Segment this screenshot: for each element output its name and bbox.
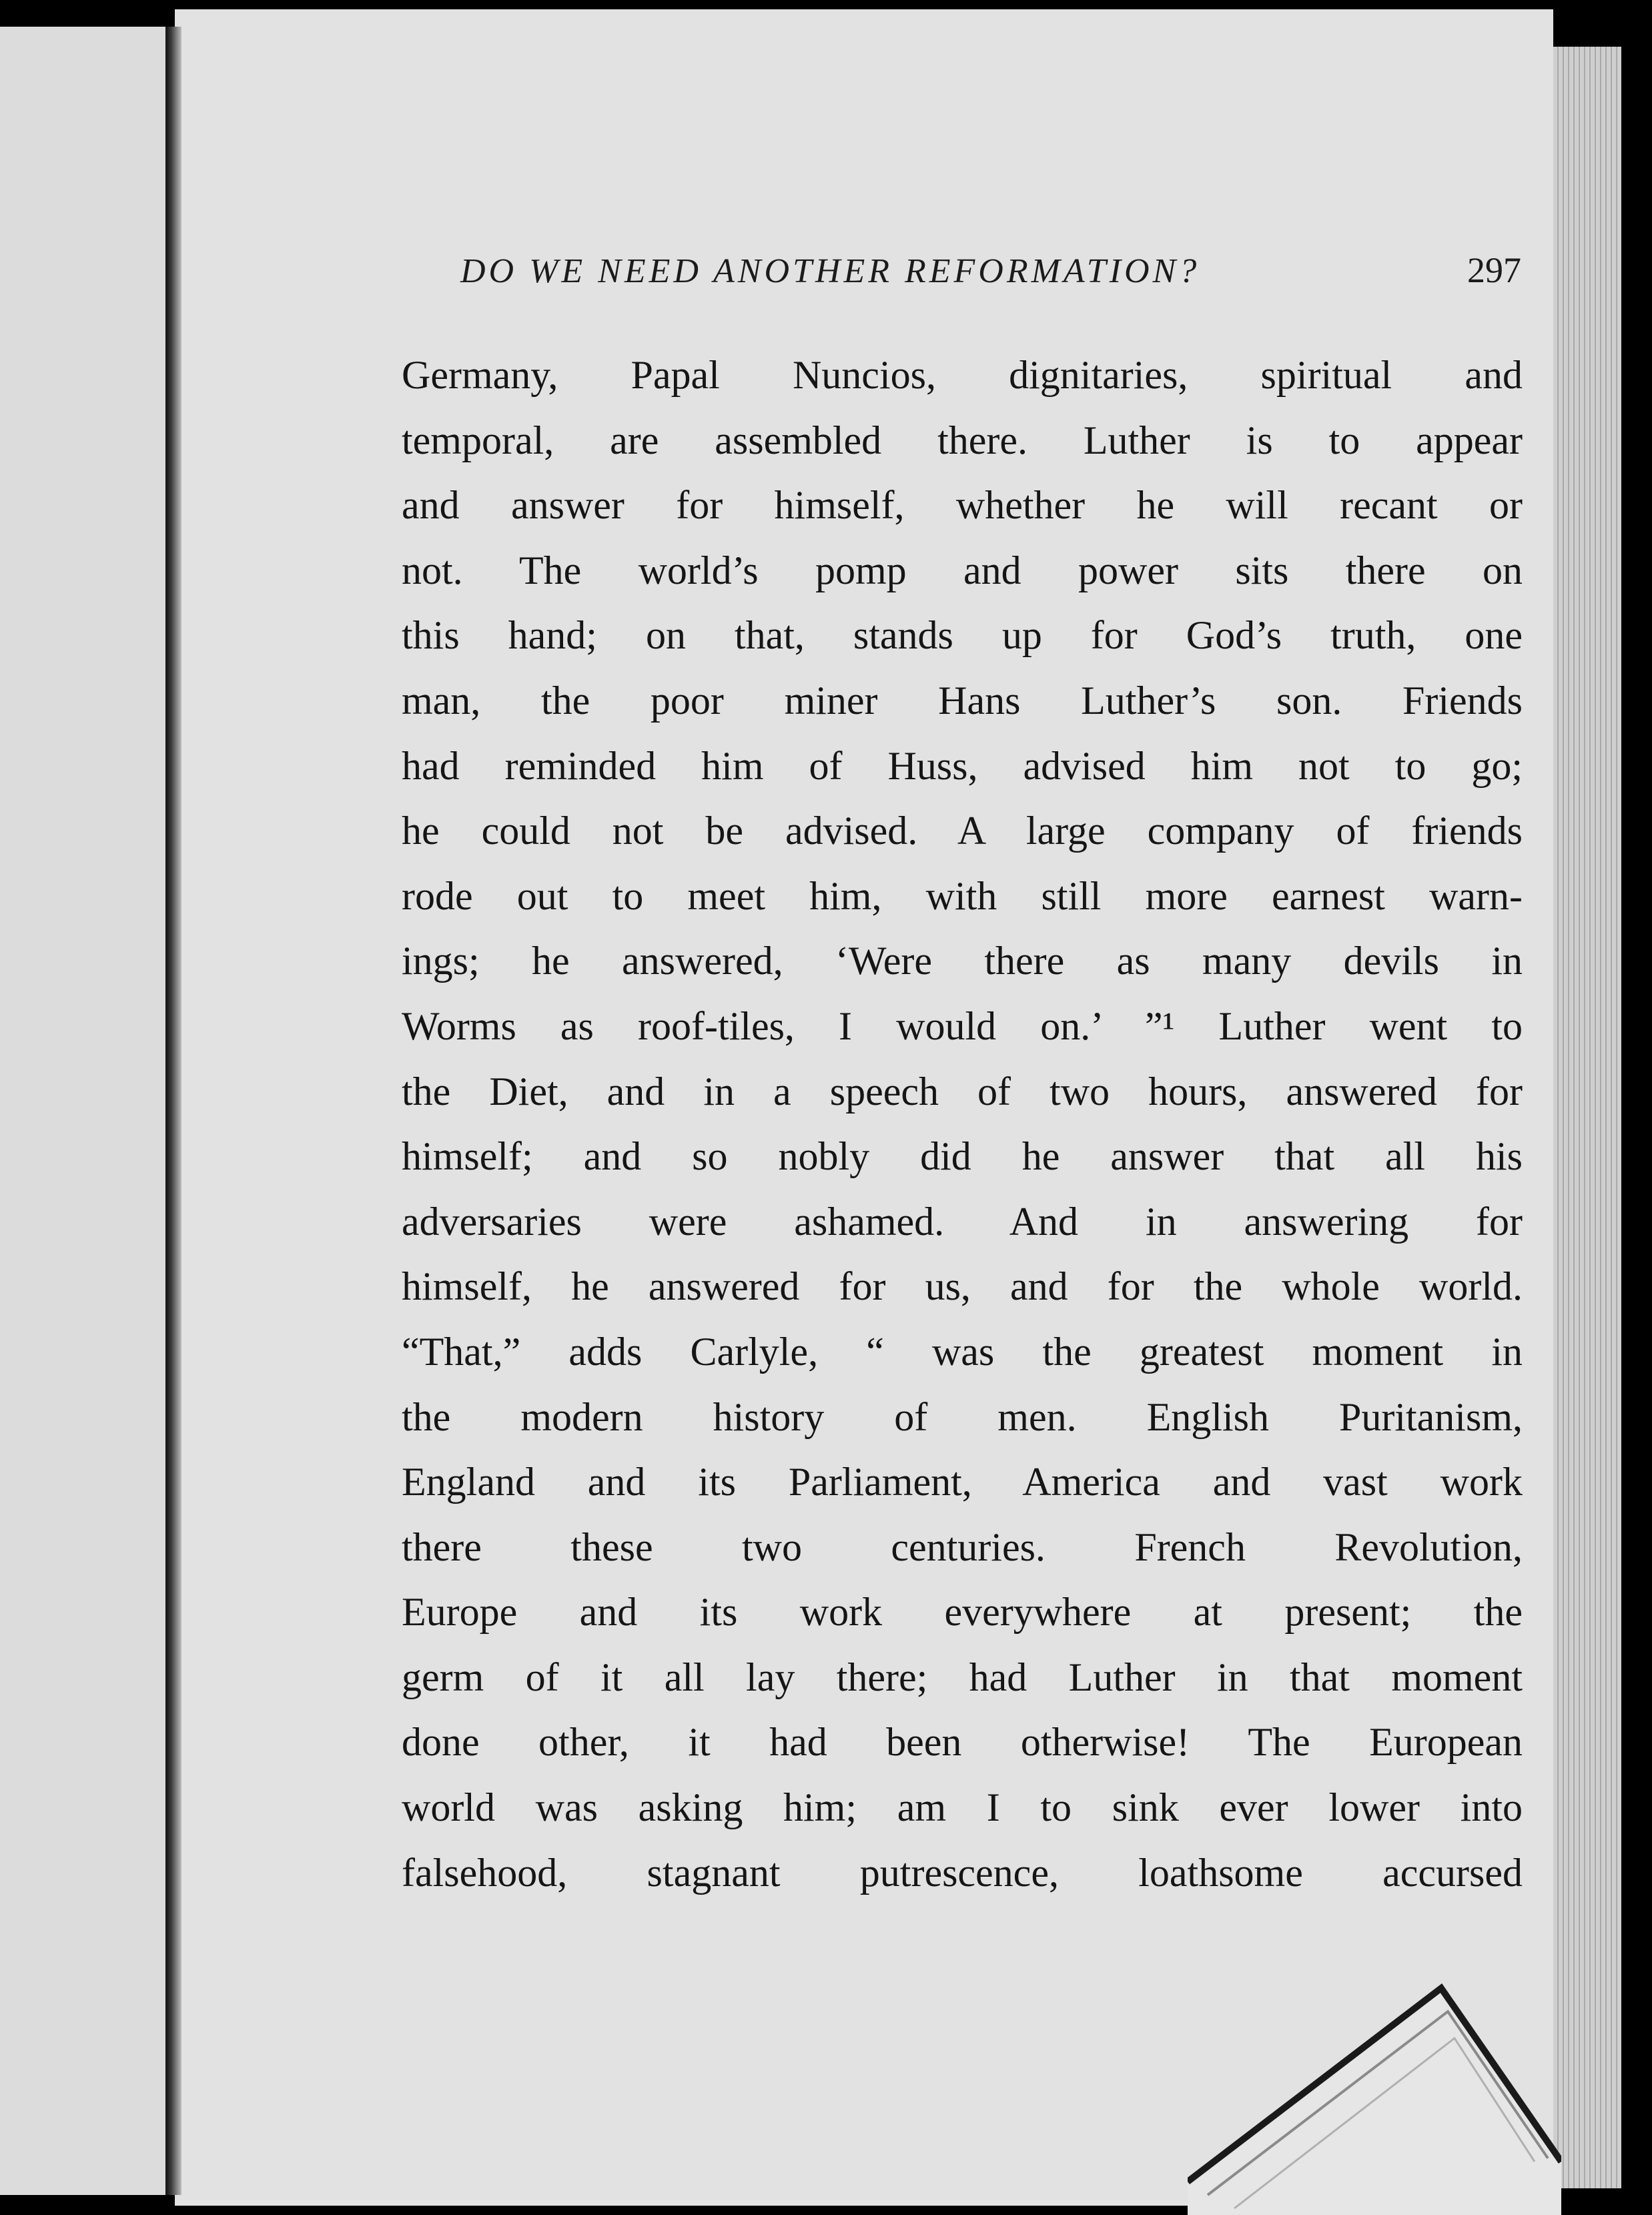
text-line: Europe and its work everywhere at present; the [402, 1590, 1523, 1635]
book-gutter [165, 27, 181, 2195]
text-line: himself; and so nobly did he answer that all his [402, 1134, 1523, 1179]
text-line: rode out to meet him, with still more earnest warn- [402, 873, 1523, 918]
text-line: world was asking him; am I to sink ever lower into [402, 1785, 1523, 1830]
text-line: had reminded him of Huss, advised him not to go; [402, 743, 1523, 788]
page-stack-edge [1548, 47, 1621, 2188]
text-line: temporal, are assembled there. Luther is to appear [402, 418, 1523, 462]
text-line: falsehood, stagnant putrescence, loathsome accursed [402, 1850, 1523, 1895]
text-line: he could not be advised. A large company of friends [402, 809, 1523, 853]
text-line: not. The world’s pomp and power sits there on [402, 548, 1523, 592]
text-line: the modern history of men. English Puritanism, [402, 1394, 1523, 1439]
text-line: adversaries were ashamed. And in answering for [402, 1199, 1523, 1244]
text-line: “That,” adds Carlyle, “ was the greatest moment in [402, 1329, 1523, 1374]
text-line: done other, it had been otherwise! The European [402, 1720, 1523, 1765]
text-line: himself, he answered for us, and for the whole world. [402, 1264, 1523, 1309]
text-line: there these two centuries. French Revolution, [402, 1524, 1523, 1569]
text-line: man, the poor miner Hans Luther’s son. Friends [402, 678, 1523, 723]
text-line: the Diet, and in a speech of two hours, answered for [402, 1069, 1523, 1114]
running-head-title: DO WE NEED ANOTHER REFORMATION? [460, 252, 1200, 290]
text-line: germ of it all lay there; had Luther in that moment [402, 1655, 1523, 1699]
running-head [460, 250, 1521, 291]
text-line: and answer for himself, whether he will recant or [402, 483, 1523, 528]
facing-page-edge [0, 27, 171, 2195]
book-page [175, 9, 1553, 2206]
folded-corner [1188, 1975, 1561, 2215]
text-line: this hand; on that, stands up for God’s truth, one [402, 613, 1523, 658]
body-text [402, 343, 1523, 1905]
text-line: England and its Parliament, America and vast work [402, 1460, 1523, 1504]
text-line: Worms as roof-tiles, I would on.’ ”¹ Luther went to [402, 1003, 1523, 1048]
text-line: ings; he answered, ‘Were there as many devils in [402, 939, 1523, 983]
page-number: 297 [1467, 250, 1521, 290]
text-line: Germany, Papal Nuncios, dignitaries, spiritual and [402, 353, 1523, 397]
